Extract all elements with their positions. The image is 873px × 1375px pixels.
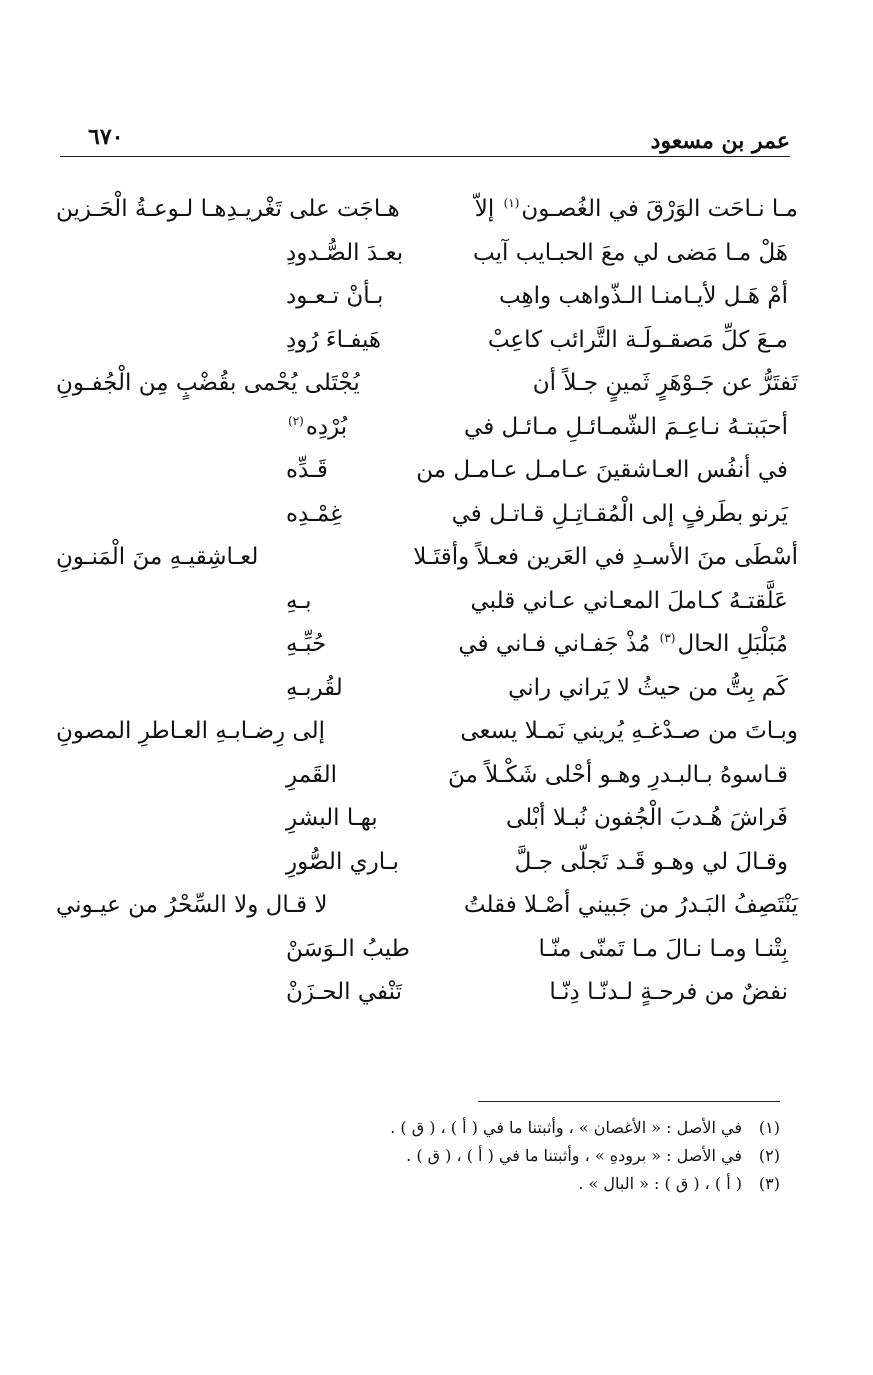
verse-text: يَرنو بطَرفٍ إلى الْمُقـاتِـلِ قـاتـل في — [451, 500, 788, 527]
verse-text: يُجْتَلى يُحْمى بقُضْبٍ مِن الْجُفـونِ — [56, 370, 360, 396]
verse-subline — [56, 928, 798, 972]
hemistich-first — [488, 319, 788, 363]
footnote-marker: (١) — [503, 196, 520, 211]
hemistich-second — [56, 536, 258, 580]
hemistich-second — [286, 319, 381, 363]
hemistich-first — [452, 493, 788, 537]
verse-text: إلى رِضـابـهِ العـاطرِ المصونِ — [56, 718, 326, 744]
verse-text: أمْ هَـل لأيـامنـا الـذّواهب واهِب — [498, 283, 788, 309]
verse-text: غِمْـدِه — [286, 500, 343, 527]
footnote-text: ( أ ) ، ( ق ) : « البال » . — [578, 1174, 742, 1193]
footnote-number: (٣) — [758, 1174, 780, 1193]
footnote-item — [300, 1114, 780, 1142]
verse-text: لعـاشِقيـهِ منَ الْمَنـونِ — [56, 544, 259, 570]
hemistich-first — [539, 928, 789, 972]
verse-text: وبـاتَ من صـدْغـهِ يُريني نَمـلا يسعى — [460, 718, 798, 744]
footnote-text: في الأصل : « الأغصان » ، وأثبتنا ما في ( أ ) ، ( ق ) . — [390, 1118, 742, 1137]
verse-text: إلاّ — [474, 196, 502, 222]
verse-line — [56, 710, 798, 754]
verse-text: مـعَ كلِّ مَصقـولَـة التَّرائب كاعِبْ — [487, 326, 788, 353]
hemistich-second — [286, 449, 328, 493]
hemistich-second — [286, 623, 326, 667]
hemistich-second — [286, 667, 343, 711]
hemistich-first — [515, 841, 788, 885]
page-number: ٦٧٠ — [88, 124, 124, 150]
hemistich-second — [56, 362, 360, 406]
verse-text: بـأنْ تـعـود — [286, 283, 384, 309]
verse-text: أحبَبتـهُ نـاعِـمَ الشّمـائـلِ مـائـل في — [464, 413, 788, 440]
verse-text: بـهِ — [286, 587, 312, 614]
hemistich-first — [413, 536, 798, 580]
verse-text: طيبُ الـوَسَنْ — [286, 935, 410, 962]
verse-text: مُذْ جَفـاني فـاني في — [458, 631, 658, 657]
hemistich-first — [458, 623, 788, 667]
verse-subline — [56, 319, 798, 363]
verse-subline — [56, 841, 798, 885]
verse-text: كَم بِتُّ من حيثُ لا يَراني راني — [508, 674, 788, 701]
verse-text: فَراشَ هُـدبَ الْجُفون نُبـلا أبْلى — [505, 805, 788, 831]
hemistich-first — [464, 884, 798, 928]
verse-text: تَنْفي الحـزَنْ — [286, 979, 403, 1005]
footnote-text: في الأصل : « برودهِ » ، وأثبتنا ما في ( أ ) ، ( ق ) . — [406, 1146, 742, 1165]
footnote-item — [300, 1170, 780, 1198]
verse-subline — [56, 275, 798, 319]
hemistich-second — [286, 580, 311, 624]
verse-line — [56, 188, 798, 232]
hemistich-first — [448, 754, 788, 798]
verse-text: قَـدِّه — [286, 457, 328, 483]
verse-subline — [56, 623, 798, 667]
verse-text: في أنفُس العـاشقينَ عـامـل عـامـل من — [416, 457, 788, 483]
verse-text: قـاسوهُ بـالبـدرِ وهـو أحْلى شَكْـلاً منَ — [447, 761, 788, 788]
hemistich-first — [508, 667, 788, 711]
poem-body — [56, 188, 798, 1015]
verse-text: مُبَلْبَلِ الحال — [677, 631, 788, 657]
page-header — [88, 118, 790, 158]
hemistich-first — [506, 797, 788, 841]
verse-text: بِتْنـا ومـا نـالَ مـا تَمنّى منّـا — [538, 935, 788, 962]
verse-subline — [56, 754, 798, 798]
hemistich-second — [286, 406, 347, 450]
verse-line — [56, 884, 798, 928]
verse-text: بُرْدِه — [305, 413, 348, 440]
footnotes — [300, 1114, 780, 1198]
hemistich-first — [464, 406, 788, 450]
verse-text: القَمرِ — [286, 761, 338, 788]
verse-text: لقُربـهِ — [286, 674, 343, 701]
hemistich-first — [549, 971, 788, 1015]
hemistich-second — [286, 797, 378, 841]
header-rule — [60, 156, 790, 157]
hemistich-first — [475, 188, 798, 232]
verse-text: تَفتَرُّ عن جَـوْهَرٍ ثَمينٍ جـلاً أن — [532, 370, 798, 396]
verse-subline — [56, 449, 798, 493]
verse-line — [56, 362, 798, 406]
hemistich-second — [286, 754, 337, 798]
hemistich-second — [56, 710, 325, 754]
verse-subline — [56, 667, 798, 711]
hemistich-second — [286, 232, 403, 276]
verse-text: حُبِّـهِ — [286, 631, 327, 657]
hemistich-second — [56, 188, 400, 232]
verse-subline — [56, 797, 798, 841]
verse-text: هَلْ مـا مَضى لي معَ الحبـايب آيب — [473, 239, 788, 266]
hemistich-second — [286, 928, 410, 972]
footnote-number: (١) — [758, 1118, 780, 1137]
verse-text: يَنْتَصِفُ البَـدرُ من جَبيني أصْـلا فقلتُ — [463, 892, 798, 918]
verse-subline — [56, 971, 798, 1015]
hemistich-first — [499, 275, 788, 319]
verse-subline — [56, 493, 798, 537]
footnote-marker: (٣) — [659, 631, 676, 646]
hemistich-first — [473, 232, 788, 276]
verse-text: هـاجَت على تَغْريـدِهـا لـوعـةُ الْحَـزين — [56, 196, 400, 222]
hemistich-first — [460, 710, 798, 754]
hemistich-second — [286, 275, 383, 319]
verse-text: أسْطَى منَ الأسـدِ في العَرين فعـلاً وأقتَـلا — [413, 544, 798, 570]
verse-text: مـا نـاحَت الوَرْقَ في الغُصـون — [521, 196, 798, 222]
footnote-rule — [478, 1101, 780, 1102]
footnote-marker: (٢) — [288, 413, 304, 428]
footnote-number: (٢) — [758, 1146, 780, 1165]
verse-text: لا قـال ولا السِّحْرُ من عيـوني — [56, 892, 328, 918]
hemistich-second — [56, 884, 328, 928]
verse-text: نفضٌ من فرحـةٍ لـدنّـا دِنّـا — [549, 979, 788, 1005]
hemistich-first — [533, 362, 798, 406]
verse-line — [56, 536, 798, 580]
verse-text: عَلَّقتـهُ كـاملَ المعـاني عـاني قلبي — [470, 587, 788, 614]
footnote-item — [300, 1142, 780, 1170]
hemistich-second — [286, 971, 402, 1015]
verse-subline — [56, 232, 798, 276]
verse-text: بعـدَ الصُّـدودِ — [286, 239, 404, 266]
verse-subline — [56, 580, 798, 624]
verse-text: بهـا البشرِ — [286, 805, 378, 831]
verse-text: بـاري الصُّورِ — [286, 848, 399, 875]
hemistich-first — [416, 449, 788, 493]
hemistich-second — [286, 841, 399, 885]
hemistich-first — [470, 580, 788, 624]
hemistich-second — [286, 493, 342, 537]
verse-subline — [56, 406, 798, 450]
running-title: عمر بن مسعود — [650, 128, 790, 154]
verse-text: هَيفـاءَ رُودِ — [286, 326, 382, 353]
verse-text: وقـالَ لي وهـو قَـد تَجلّى جـلَّ — [514, 848, 788, 875]
